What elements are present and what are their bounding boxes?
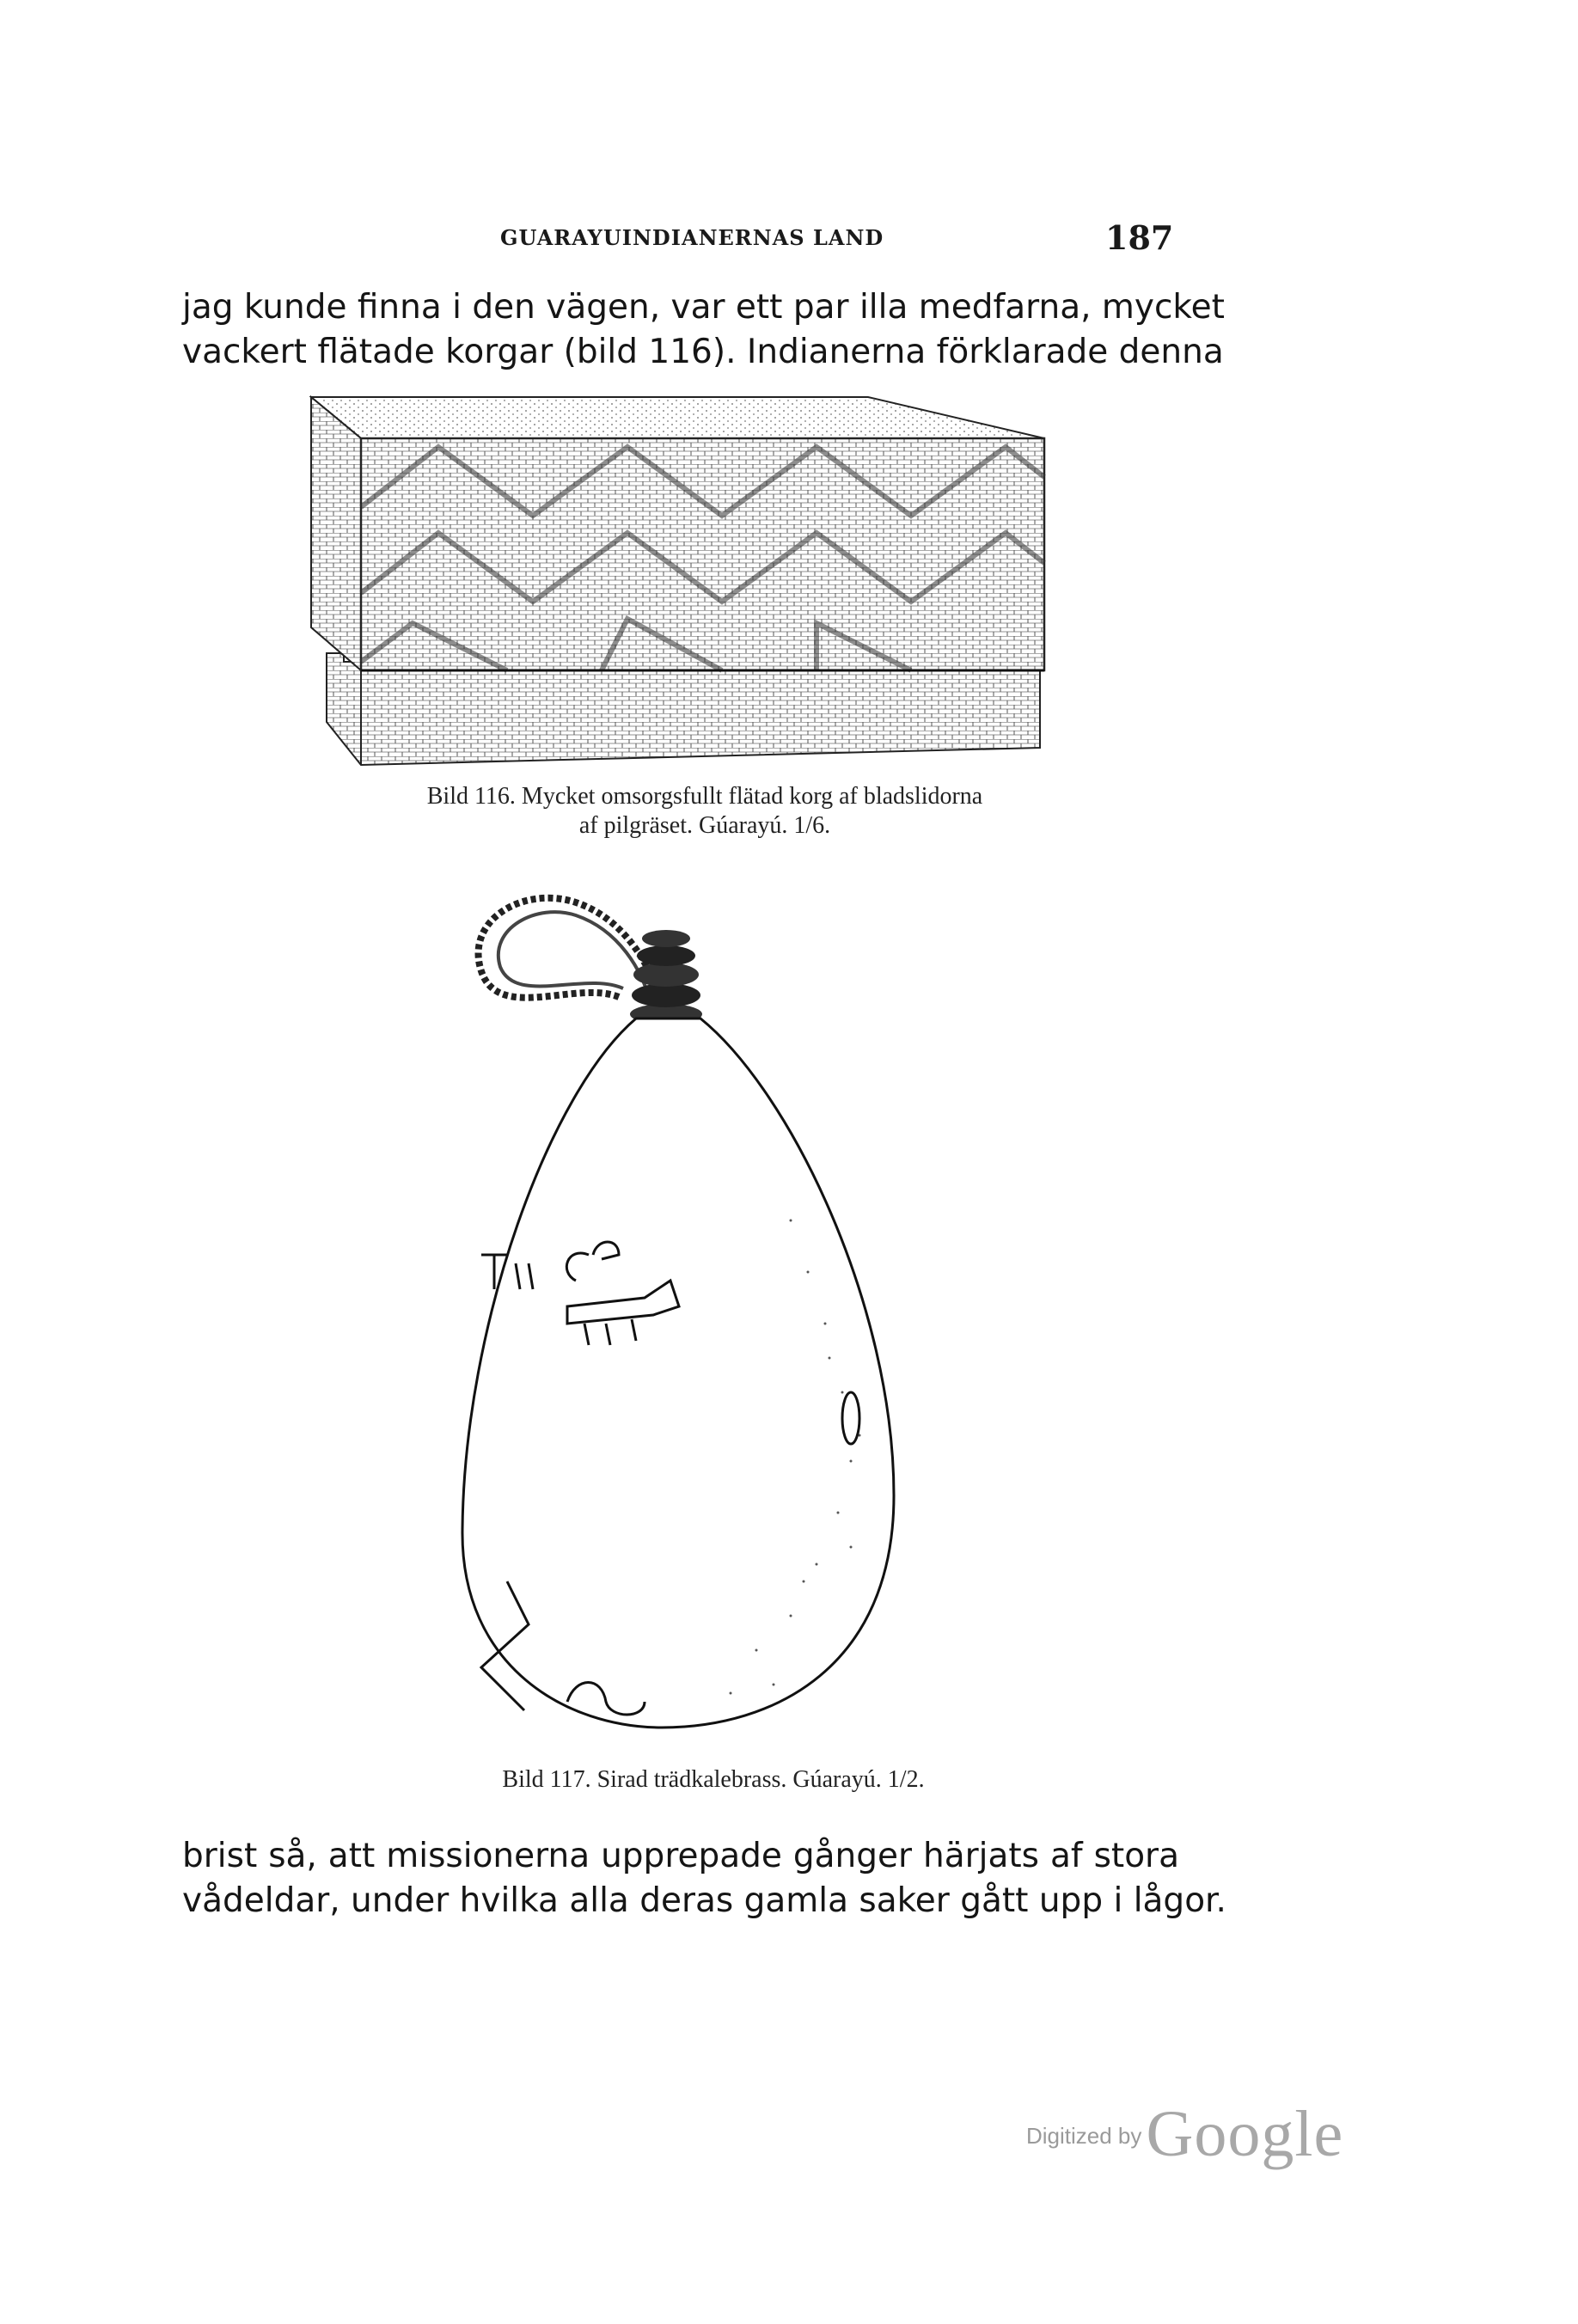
- paragraph-top-line-2: vackert flätade korgar (bild 116). Indianerna förklarade denna: [182, 333, 1224, 371]
- figure-116-caption: [309, 782, 1100, 841]
- paragraph-top: [182, 285, 1225, 375]
- gourd-stopper: [630, 930, 702, 1024]
- digitized-watermark: [1026, 2097, 1343, 2172]
- paragraph-bottom-line-2: vådeldar, under hvilka alla deras gamla saker gått upp i lågor.: [182, 1881, 1226, 1920]
- running-head: GUARAYUINDIANERNAS LAND: [500, 225, 884, 250]
- figure-116-caption-line-2: af pilgräset. Gúarayú. 1/6.: [578, 812, 831, 839]
- basket-illustration: [309, 395, 1057, 774]
- paragraph-bottom: [182, 1834, 1226, 1923]
- figure-116-caption-line-1: Bild 116. Mycket omsorgsfullt flätad korg af bladslidorna: [426, 783, 983, 810]
- gourd-illustration: [447, 877, 911, 1745]
- paragraph-top-line-1: jag kunde finna i den vägen, var ett par illa medfarna, mycket: [182, 288, 1225, 327]
- figure-117-caption: Bild 117. Sirad trädkalebrass. Gúarayú. 1/2.: [502, 1766, 925, 1793]
- watermark-prefix: Digitized by: [1026, 2123, 1142, 2149]
- paragraph-bottom-line-1: brist så, att missionerna upprepade gånger härjats af stora: [182, 1837, 1179, 1875]
- watermark-logo: Google: [1146, 2098, 1344, 2170]
- page-number: 187: [1105, 218, 1174, 257]
